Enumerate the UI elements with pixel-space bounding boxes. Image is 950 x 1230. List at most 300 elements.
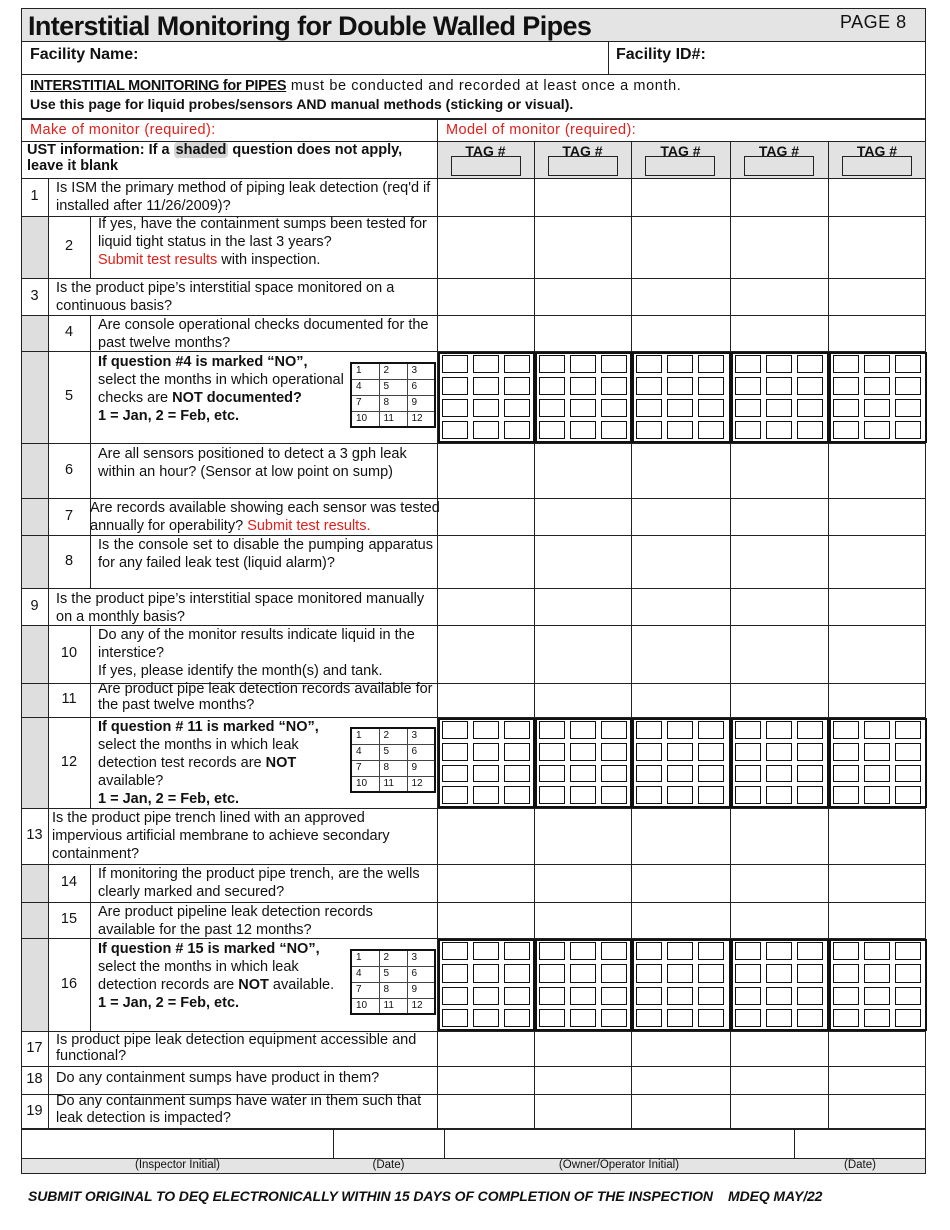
month-checkbox[interactable] [504,721,530,739]
answer-cell[interactable] [829,1095,926,1129]
month-checkbox[interactable] [504,399,530,417]
month-checkbox[interactable] [698,1009,724,1027]
month-checkbox[interactable] [864,964,890,982]
answer-cell[interactable] [438,684,534,717]
answer-cell[interactable] [535,626,631,683]
month-checkbox[interactable] [864,942,890,960]
month-checkbox[interactable] [797,721,823,739]
answer-cell[interactable] [829,626,926,683]
month-checkbox[interactable] [766,942,792,960]
answer-cell[interactable] [438,217,534,278]
month-checkbox[interactable] [833,355,859,373]
month-checkbox[interactable] [601,355,627,373]
month-checkbox[interactable] [864,786,890,804]
month-checkbox[interactable] [698,987,724,1005]
answer-cell[interactable] [829,865,926,902]
month-checkbox[interactable] [473,399,499,417]
intro-line-2: Use this page for liquid probes/sensors AND manual methods (sticking or visual). [30,96,574,112]
month-key-cell: 8 [379,760,407,776]
month-checkbox[interactable] [766,786,792,804]
month-checkbox[interactable] [442,1009,468,1027]
month-checkbox[interactable] [766,964,792,982]
answer-cell[interactable] [731,684,828,717]
month-checkbox[interactable] [504,942,530,960]
month-checkbox[interactable] [667,942,693,960]
answer-cell[interactable] [438,444,534,498]
month-checkbox[interactable] [735,377,761,395]
month-checkbox[interactable] [833,421,859,439]
answer-cell[interactable] [632,217,730,278]
month-checkbox[interactable] [539,987,565,1005]
month-checkbox[interactable] [667,377,693,395]
month-checkbox[interactable] [895,1009,921,1027]
answer-cell[interactable] [632,1067,730,1094]
month-checkbox[interactable] [570,421,596,439]
answer-cell[interactable] [829,684,926,717]
month-checkbox[interactable] [833,1009,859,1027]
answer-cell[interactable] [438,589,534,625]
month-checkbox[interactable] [601,964,627,982]
answer-cell[interactable] [731,1032,828,1066]
month-checkbox[interactable] [766,987,792,1005]
month-checkbox[interactable] [570,743,596,761]
month-checkbox[interactable] [473,721,499,739]
month-checkbox[interactable] [895,421,921,439]
month-checkbox[interactable] [667,399,693,417]
month-checkbox[interactable] [667,987,693,1005]
answer-cell[interactable] [535,444,631,498]
month-checkbox[interactable] [636,1009,662,1027]
month-checkbox[interactable] [504,377,530,395]
answer-cell[interactable] [829,444,926,498]
month-checkbox[interactable] [539,355,565,373]
month-checkbox[interactable] [442,421,468,439]
month-checkbox[interactable] [797,377,823,395]
month-checkbox[interactable] [735,399,761,417]
month-checkbox[interactable] [570,355,596,373]
month-checkbox[interactable] [833,964,859,982]
month-checkbox[interactable] [895,743,921,761]
month-checkbox[interactable] [601,765,627,783]
month-checkbox[interactable] [797,987,823,1005]
answer-cell[interactable] [535,217,631,278]
month-checkbox[interactable] [895,765,921,783]
answer-cell[interactable] [829,499,926,535]
month-checkbox[interactable] [698,399,724,417]
answer-cell[interactable] [731,626,828,683]
month-checkbox[interactable] [698,721,724,739]
answer-cell[interactable] [632,1095,730,1129]
month-checkbox[interactable] [504,1009,530,1027]
month-checkbox[interactable] [601,421,627,439]
month-checkbox[interactable] [698,786,724,804]
answer-cell[interactable] [632,589,730,625]
answer-cell[interactable] [731,316,828,351]
month-checkbox[interactable] [864,377,890,395]
month-checkbox[interactable] [735,721,761,739]
month-checkbox[interactable] [667,786,693,804]
month-checkbox[interactable] [833,942,859,960]
answer-cell[interactable] [535,1095,631,1129]
month-checkbox[interactable] [833,743,859,761]
answer-cell[interactable] [438,536,534,588]
question-text [98,215,433,269]
month-checkbox[interactable] [766,743,792,761]
answer-cell[interactable] [632,536,730,588]
answer-cell[interactable] [632,865,730,902]
month-checkbox[interactable] [864,987,890,1005]
month-checkbox[interactable] [797,421,823,439]
question-text-part: select the months in which leak detection test records are [98,737,299,771]
month-checkbox[interactable] [766,1009,792,1027]
answer-cell[interactable] [829,1067,926,1094]
question-number: 18 [26,1071,43,1087]
answer-cell[interactable] [438,1067,534,1094]
owner-date-field[interactable] [795,1130,925,1157]
question-text [90,499,440,535]
month-checkbox[interactable] [473,743,499,761]
answer-cell[interactable] [438,499,534,535]
answer-cell[interactable] [438,316,534,351]
inspector-initial-field[interactable] [22,1130,332,1157]
answer-cell[interactable] [829,217,926,278]
answer-cell[interactable] [632,1032,730,1066]
inspector-date-label: (Date) [372,1159,405,1171]
answer-cell[interactable] [829,589,926,625]
month-checkbox[interactable] [698,765,724,783]
month-checkbox[interactable] [539,421,565,439]
month-checkbox[interactable] [895,942,921,960]
month-checkbox[interactable] [473,355,499,373]
answer-cell[interactable] [632,903,730,938]
month-checkbox[interactable] [539,765,565,783]
answer-cell[interactable] [731,903,828,938]
answer-cell[interactable] [731,444,828,498]
month-checkbox[interactable] [766,399,792,417]
answer-cell[interactable] [731,279,828,315]
month-checkbox[interactable] [636,942,662,960]
month-checkbox[interactable] [667,1009,693,1027]
answer-cell[interactable] [438,1095,534,1129]
answer-cell[interactable] [731,217,828,278]
month-checkbox[interactable] [570,964,596,982]
month-checkbox[interactable] [504,765,530,783]
month-checkbox[interactable] [473,765,499,783]
month-checkbox[interactable] [636,721,662,739]
question-text [56,179,431,215]
month-checkbox[interactable] [504,786,530,804]
question-text [98,681,433,713]
month-checkbox[interactable] [797,942,823,960]
answer-cell[interactable] [535,279,631,315]
shaded-word: shaded [175,142,227,158]
month-checkbox[interactable] [636,987,662,1005]
answer-cell[interactable] [731,179,828,216]
answer-cell[interactable] [535,865,631,902]
answer-cell[interactable] [438,626,534,683]
month-checkbox[interactable] [698,355,724,373]
month-key-cell: 3 [407,728,435,744]
question-text-part: If question #4 is marked “NO”, [98,354,308,370]
answer-cell[interactable] [438,1032,534,1066]
month-checkbox[interactable] [442,987,468,1005]
answer-cell[interactable] [535,316,631,351]
answer-cell[interactable] [535,1032,631,1066]
answer-cell[interactable] [829,903,926,938]
ust-info-prefix: UST information: If a [27,142,174,158]
answer-cell[interactable] [731,1067,828,1094]
month-checkbox[interactable] [895,786,921,804]
month-checkbox[interactable] [539,399,565,417]
month-checkbox[interactable] [473,987,499,1005]
question-number: 2 [64,238,74,254]
month-checkbox[interactable] [895,355,921,373]
answer-cell[interactable] [535,684,631,717]
month-checkbox[interactable] [833,721,859,739]
month-checkbox[interactable] [797,765,823,783]
month-checkbox[interactable] [473,421,499,439]
answer-cell[interactable] [438,179,534,216]
month-checkbox[interactable] [667,421,693,439]
answer-cell[interactable] [829,1032,926,1066]
month-checkbox[interactable] [766,721,792,739]
question-text-part: NOT [238,977,269,993]
month-checkbox[interactable] [442,942,468,960]
month-checkbox[interactable] [442,964,468,982]
answer-cell[interactable] [535,1067,631,1094]
month-checkbox[interactable] [539,786,565,804]
month-checkbox[interactable] [797,964,823,982]
question-text-part: Are all sensors positioned to detect a 3 gph leak within an hour? (Sensor at low point on sump) [98,446,407,480]
month-checkbox[interactable] [735,765,761,783]
answer-cell[interactable] [829,536,926,588]
month-key-cell: 6 [407,966,435,982]
month-checkbox[interactable] [864,421,890,439]
month-checkbox[interactable] [864,721,890,739]
month-checkbox[interactable] [698,964,724,982]
question-text-part: select the months in which leak detection records are [98,959,299,993]
month-checkbox[interactable] [797,1009,823,1027]
month-checkbox[interactable] [667,355,693,373]
month-checkbox[interactable] [442,355,468,373]
month-checkbox[interactable] [570,765,596,783]
answer-cell[interactable] [535,903,631,938]
question-text-part: If question # 15 is marked “NO”, [98,941,320,957]
month-checkbox[interactable] [667,765,693,783]
month-checkbox[interactable] [735,421,761,439]
month-checkbox[interactable] [864,765,890,783]
month-checkbox[interactable] [766,377,792,395]
month-checkbox[interactable] [504,987,530,1005]
month-checkbox[interactable] [833,399,859,417]
month-checkbox[interactable] [636,377,662,395]
month-checkbox[interactable] [442,743,468,761]
month-checkbox[interactable] [895,721,921,739]
month-key-cell: 5 [379,966,407,982]
answer-cell[interactable] [731,865,828,902]
month-checkbox[interactable] [601,721,627,739]
month-checkbox[interactable] [539,743,565,761]
answer-cell[interactable] [632,179,730,216]
month-checkbox[interactable] [442,786,468,804]
question-text-part: Is the product pipe’s interstitial space monitored manually on a monthly basis? [56,591,425,625]
month-checkbox[interactable] [473,377,499,395]
month-checkbox[interactable] [735,355,761,373]
month-checkbox[interactable] [570,942,596,960]
month-checkbox[interactable] [442,765,468,783]
month-checkbox[interactable] [601,399,627,417]
month-checkbox[interactable] [473,1009,499,1027]
question-text-part: NOT [265,755,297,771]
answer-cell[interactable] [535,499,631,535]
answer-cell[interactable] [829,179,926,216]
question-text-part: If monitoring the product pipe trench, are the wells clearly marked and secured? [98,866,420,900]
answer-cell[interactable] [535,809,631,864]
month-checkbox[interactable] [698,942,724,960]
month-checkbox[interactable] [833,987,859,1005]
month-checkbox[interactable] [864,743,890,761]
month-checkbox[interactable] [766,421,792,439]
month-checkbox[interactable] [864,399,890,417]
answer-cell[interactable] [731,536,828,588]
answer-cell[interactable] [829,279,926,315]
answer-cell[interactable] [632,684,730,717]
answer-cell[interactable] [632,499,730,535]
month-checkbox[interactable] [895,987,921,1005]
month-checkbox[interactable] [797,355,823,373]
month-checkbox[interactable] [442,399,468,417]
month-checkbox[interactable] [636,355,662,373]
month-checkbox[interactable] [539,1009,565,1027]
question-text-part: select the months in which operational checks are [98,372,344,406]
month-checkbox[interactable] [539,942,565,960]
month-checkbox[interactable] [601,743,627,761]
month-checkbox[interactable] [570,377,596,395]
question-text-part: Is ISM the primary method of piping leak detection (req'd if installed after 11/26/2009)? [56,180,431,214]
month-checkbox[interactable] [833,786,859,804]
month-checkbox[interactable] [735,786,761,804]
month-checkbox[interactable] [442,377,468,395]
month-checkbox[interactable] [504,421,530,439]
month-checkbox[interactable] [636,743,662,761]
answer-cell[interactable] [731,809,828,864]
month-checkbox[interactable] [473,786,499,804]
month-checkbox[interactable] [735,743,761,761]
month-checkbox[interactable] [601,786,627,804]
month-checkbox[interactable] [698,743,724,761]
month-checkbox[interactable] [895,377,921,395]
month-checkbox[interactable] [570,1009,596,1027]
month-checkbox[interactable] [601,942,627,960]
answer-cell[interactable] [632,444,730,498]
month-checkbox[interactable] [539,377,565,395]
month-checkbox[interactable] [636,399,662,417]
month-checkbox[interactable] [473,964,499,982]
inspector-date-field[interactable] [334,1130,443,1157]
question-number: 4 [64,324,74,340]
month-checkbox[interactable] [570,987,596,1005]
month-checkbox[interactable] [473,942,499,960]
month-checkbox[interactable] [504,355,530,373]
month-checkbox[interactable] [570,786,596,804]
month-checkbox[interactable] [539,964,565,982]
month-checkbox[interactable] [570,721,596,739]
tag-label: TAG # [660,143,701,159]
month-checkbox[interactable] [636,765,662,783]
answer-cell[interactable] [632,316,730,351]
answer-cell[interactable] [438,903,534,938]
answer-cell[interactable] [731,499,828,535]
question-text-part: with inspection. [217,252,321,268]
month-checkbox[interactable] [833,377,859,395]
month-key-cell: 12 [407,998,435,1014]
month-checkbox[interactable] [570,399,596,417]
answer-cell[interactable] [632,809,730,864]
month-checkbox[interactable] [539,721,565,739]
month-checkbox[interactable] [667,743,693,761]
month-checkbox[interactable] [735,964,761,982]
month-checkbox[interactable] [735,942,761,960]
month-checkbox[interactable] [797,786,823,804]
month-checkbox[interactable] [698,421,724,439]
month-checkbox[interactable] [895,399,921,417]
month-checkbox[interactable] [601,1009,627,1027]
month-checkbox[interactable] [601,377,627,395]
month-checkbox[interactable] [895,964,921,982]
model-of-monitor-label: Model of monitor (required): [446,122,637,138]
month-checkbox[interactable] [833,765,859,783]
month-checkbox[interactable] [601,987,627,1005]
month-checkbox[interactable] [442,721,468,739]
inspector-initial-label: (Inspector Initial) [134,1159,220,1171]
month-checkbox[interactable] [667,721,693,739]
month-checkbox[interactable] [735,987,761,1005]
question-text-part: 1 = Jan, 2 = Feb, etc. [98,995,240,1011]
answer-cell[interactable] [731,1095,828,1129]
question-number: 3 [30,287,39,304]
owner-date-label: (Date) [844,1159,876,1171]
month-checkbox[interactable] [797,743,823,761]
month-checkbox[interactable] [864,355,890,373]
month-checkbox[interactable] [636,964,662,982]
answer-cell[interactable] [438,279,534,315]
answer-cell[interactable] [438,865,534,902]
month-checkbox[interactable] [698,377,724,395]
answer-cell[interactable] [829,316,926,351]
month-checkbox[interactable] [735,1009,761,1027]
answer-cell[interactable] [632,626,730,683]
answer-cell[interactable] [535,179,631,216]
month-checkbox[interactable] [766,355,792,373]
owner-initial-field[interactable] [445,1130,793,1157]
month-checkbox[interactable] [636,786,662,804]
answer-cell[interactable] [731,589,828,625]
month-checkbox[interactable] [766,765,792,783]
answer-cell[interactable] [535,589,631,625]
question-text-part: Do any of the monitor results indicate liquid in the interstice? [98,627,415,661]
answer-cell[interactable] [535,536,631,588]
answer-cell[interactable] [829,809,926,864]
month-checkbox[interactable] [864,1009,890,1027]
month-checkbox[interactable] [504,964,530,982]
month-key-cell: 9 [407,395,435,411]
answer-cell[interactable] [632,279,730,315]
month-checkbox[interactable] [504,743,530,761]
answer-cell[interactable] [438,809,534,864]
month-checkbox[interactable] [667,964,693,982]
month-checkbox[interactable] [797,399,823,417]
month-checkbox[interactable] [636,421,662,439]
